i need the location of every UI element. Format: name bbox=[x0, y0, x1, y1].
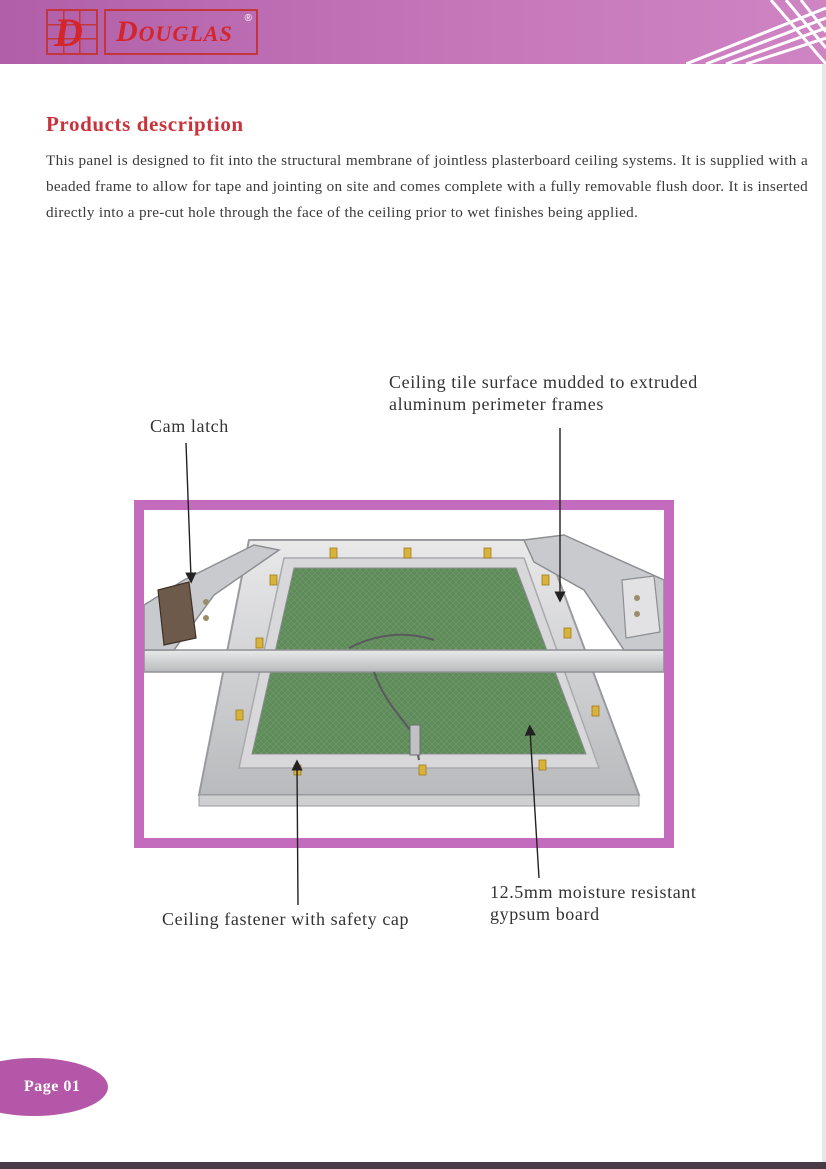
logo-initial: D bbox=[54, 10, 83, 55]
callout-ceiling-tile-line1: Ceiling tile surface mudded to extruded bbox=[389, 372, 698, 392]
section-title: Products description bbox=[46, 112, 244, 136]
callout-fastener: Ceiling fastener with safety cap bbox=[162, 909, 410, 929]
registered-mark: ® bbox=[244, 13, 252, 24]
section-body: This panel is designed to fit into the structural membrane of jointless plasterboard ceiling systems. It is supplied with a beaded frame to allow for tape and jointing on site and comes complete with a fully removable flush door. It is inserted directly into a pre-cut hole through the face of the ceiling prior to wet finishes being applied. bbox=[46, 152, 808, 221]
logo-wordmark bbox=[104, 9, 258, 55]
header-stripes bbox=[686, 0, 826, 64]
callout-gypsum-line1: 12.5mm moisture resistant bbox=[490, 882, 697, 902]
callout-cam-latch: Cam latch bbox=[150, 416, 229, 436]
page-edge-right bbox=[822, 64, 826, 1162]
callout-ceiling-tile-line2: aluminum perimeter frames bbox=[389, 394, 604, 414]
logo-text bbox=[116, 15, 233, 49]
logo-text-initial: D bbox=[116, 15, 139, 48]
logo-mark bbox=[46, 9, 98, 55]
page-edge-bottom bbox=[0, 1162, 826, 1169]
product-photo bbox=[134, 500, 674, 848]
page-number: Page 01 bbox=[24, 1078, 81, 1095]
callout-gypsum-line2: gypsum board bbox=[490, 904, 600, 924]
logo-text-rest: OUGLAS bbox=[138, 21, 233, 46]
access-panel-illustration bbox=[144, 510, 664, 838]
